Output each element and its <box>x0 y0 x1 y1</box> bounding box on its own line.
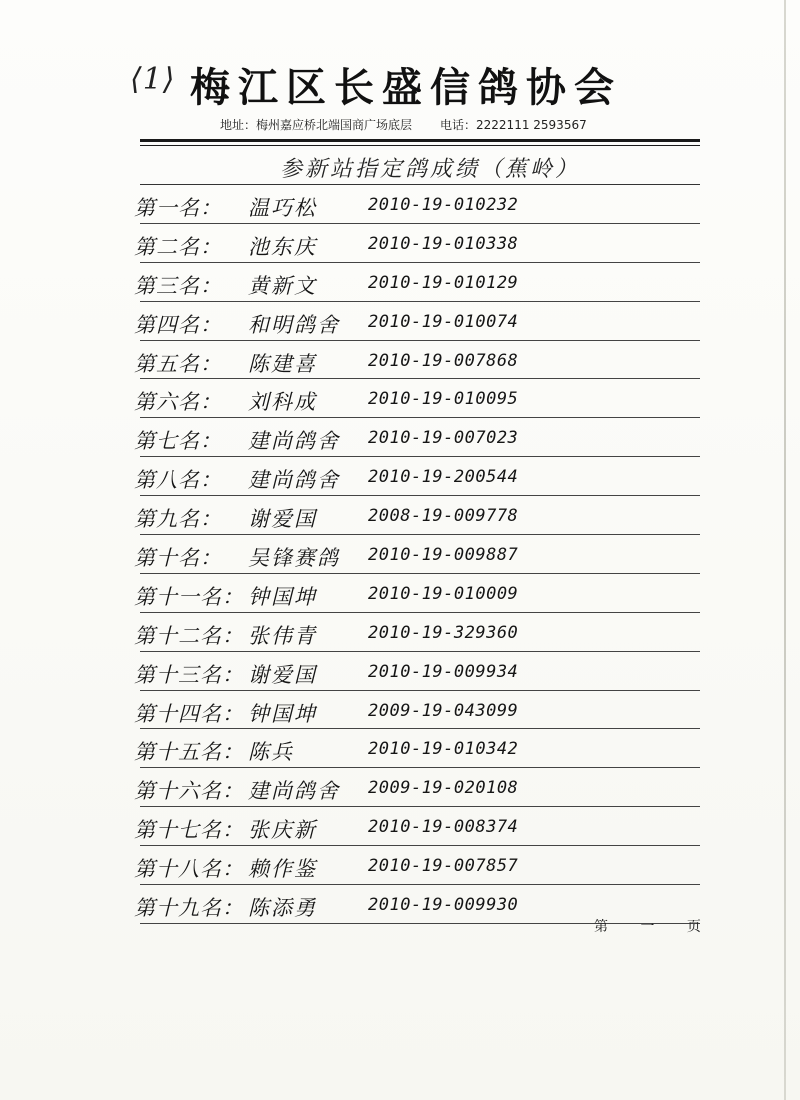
fancier-name: 建尚鸽舍 <box>248 779 340 804</box>
fancier-name: 张庆新 <box>248 818 317 843</box>
fancier-name: 建尚鸽舍 <box>248 468 340 493</box>
page-edge <box>784 0 786 1100</box>
ledger-row <box>134 807 700 846</box>
rank-label: 第十九名： <box>134 896 244 921</box>
header-rule-thick <box>140 139 700 142</box>
ledger-row <box>134 768 700 807</box>
fancier-name: 谢爱国 <box>248 507 317 532</box>
rank-label: 第十三名： <box>134 662 244 687</box>
results-ledger <box>134 146 700 924</box>
rank-label: 第八名： <box>134 468 222 493</box>
ledger-row <box>134 379 700 418</box>
fancier-name: 温巧松 <box>248 196 317 220</box>
ring-number: 2010-19-010232 <box>368 195 519 215</box>
fancier-name: 张伟青 <box>248 623 317 648</box>
rank-label: 第十八名： <box>134 857 244 882</box>
document-number: ⟨1⟩ <box>130 62 176 97</box>
rank-label: 第一名： <box>134 196 222 220</box>
fancier-name: 吴锋赛鸽 <box>248 546 340 571</box>
ledger-row <box>134 496 700 535</box>
rank-label: 第六名： <box>134 390 222 415</box>
ring-number: 2010-19-007023 <box>368 428 519 449</box>
ring-number: 2010-19-329360 <box>368 622 519 643</box>
rank-label: 第九名： <box>134 507 222 532</box>
ledger-row <box>134 185 700 224</box>
rank-label: 第十六名： <box>134 779 244 804</box>
ring-number: 2010-19-007857 <box>368 856 519 877</box>
fancier-name: 钟国坤 <box>248 584 317 609</box>
ring-number: 2010-19-010074 <box>368 311 519 332</box>
ledger-row <box>134 691 700 730</box>
contact-line <box>220 116 587 133</box>
ring-number: 2010-19-007868 <box>368 350 519 371</box>
page-number: 第 一 页 <box>594 919 715 935</box>
fancier-name: 建尚鸽舍 <box>248 429 340 454</box>
ledger-row <box>134 652 700 691</box>
rank-label: 第十七名： <box>134 818 244 843</box>
rank-label: 第十名： <box>134 546 222 571</box>
ledger-row <box>134 263 700 302</box>
ledger-row <box>134 224 700 263</box>
fancier-name: 赖作鉴 <box>248 857 317 882</box>
ring-number: 2009-19-043099 <box>368 700 519 721</box>
rank-label: 第三名： <box>134 273 222 298</box>
ledger-rows <box>134 185 700 924</box>
fancier-name: 谢爱国 <box>248 662 317 687</box>
ring-number: 2010-19-200544 <box>368 467 519 488</box>
ledger-heading-row <box>140 146 700 185</box>
ledger-row <box>134 341 700 380</box>
ledger-row <box>134 302 700 341</box>
organization-title: 梅江区长盛信鸽协会 <box>190 64 622 111</box>
rank-label: 第四名： <box>134 312 222 337</box>
fancier-name: 钟国坤 <box>248 701 317 726</box>
rank-label: 第五名： <box>134 351 222 376</box>
rank-label: 第十五名： <box>134 740 244 765</box>
ring-number: 2010-19-009930 <box>368 895 519 916</box>
ledger-row <box>134 535 700 574</box>
ledger-row <box>134 418 700 457</box>
address-text: 地址：梅州嘉应桥北端国商广场底层 <box>220 118 413 132</box>
ledger-row <box>134 729 700 768</box>
ring-number: 2010-19-010095 <box>368 389 519 410</box>
rank-label: 第七名： <box>134 429 222 454</box>
ring-number: 2010-19-010338 <box>368 233 519 254</box>
ring-number: 2010-19-010342 <box>368 739 519 760</box>
ledger-row <box>134 613 700 652</box>
ring-number: 2010-19-010129 <box>368 272 519 293</box>
ring-number: 2008-19-009778 <box>368 506 519 527</box>
ring-number: 2010-19-009887 <box>368 545 519 566</box>
ring-number: 2010-19-008374 <box>368 817 519 838</box>
fancier-name: 陈建喜 <box>248 351 317 376</box>
ring-number: 2010-19-009934 <box>368 661 519 682</box>
ledger-row <box>134 574 700 613</box>
fancier-name: 黄新文 <box>248 273 317 298</box>
fancier-name: 陈兵 <box>248 740 294 765</box>
fancier-name: 池东庆 <box>248 234 317 259</box>
fancier-name: 和明鸽舍 <box>248 312 340 337</box>
ledger-heading: 参新站指定鸽成绩（蕉岭） <box>280 157 581 182</box>
rank-label: 第十二名： <box>134 623 244 648</box>
rank-label: 第二名： <box>134 234 222 259</box>
fancier-name: 陈添勇 <box>248 896 317 921</box>
ledger-row <box>134 846 700 885</box>
ring-number: 2009-19-020108 <box>368 778 519 799</box>
phone-text: 电话：2222111 2593567 <box>440 118 587 132</box>
fancier-name: 刘科成 <box>248 390 317 415</box>
ring-number: 2010-19-010009 <box>368 583 519 604</box>
rank-label: 第十四名： <box>134 701 244 726</box>
ledger-row <box>134 457 700 496</box>
rank-label: 第十一名： <box>134 584 244 609</box>
